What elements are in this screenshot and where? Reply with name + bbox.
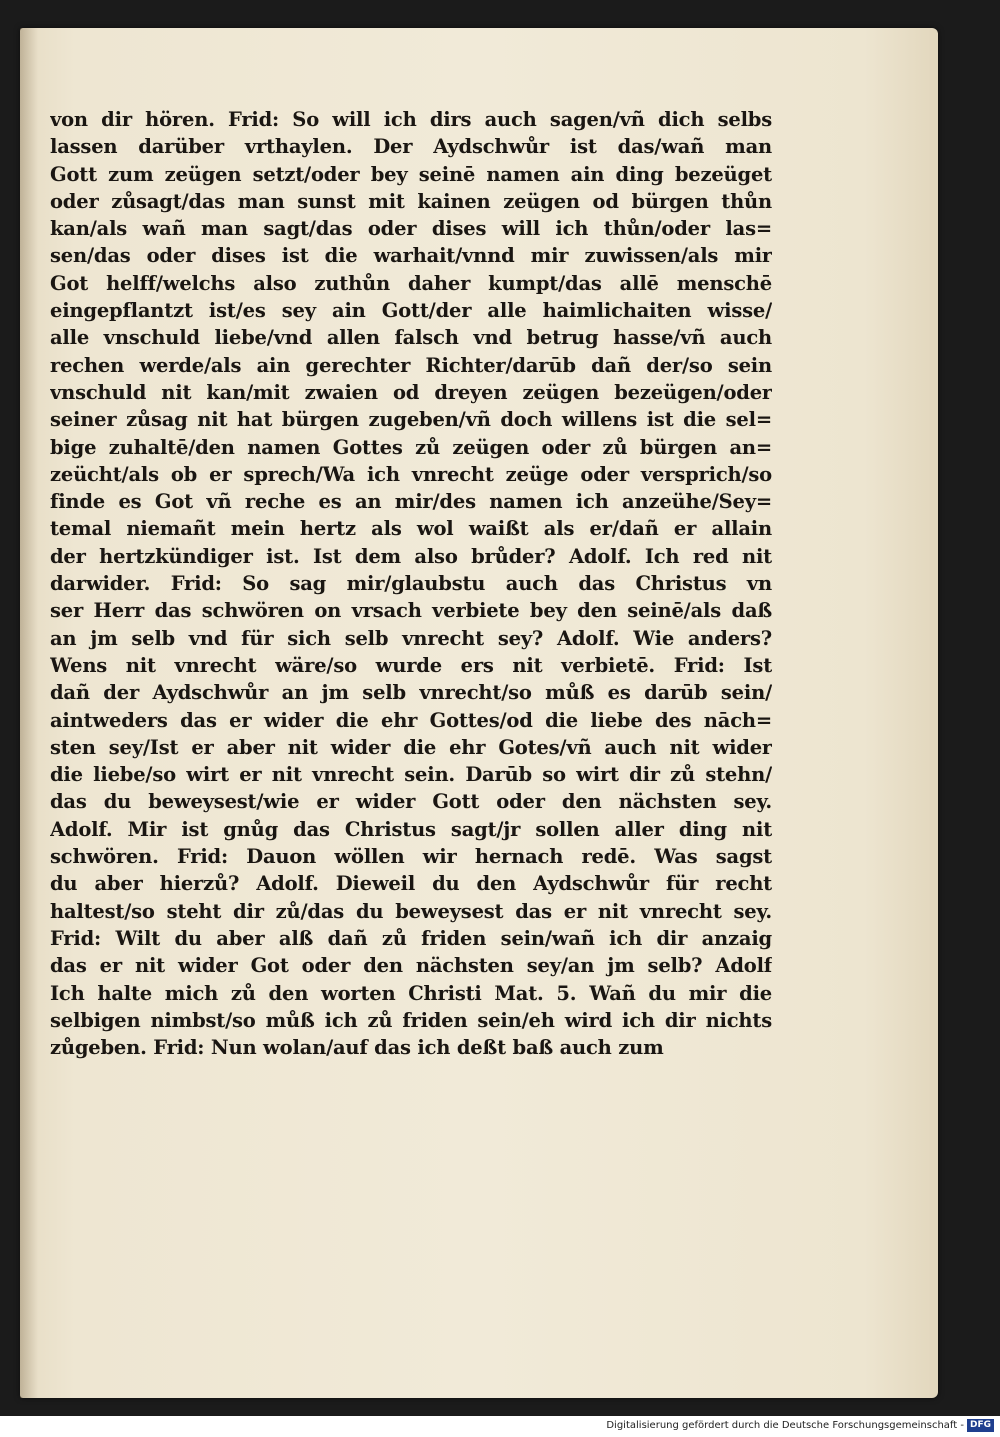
text-line: von dir hören. Frid: So will ich dirs auch sagen/vñ dich selbs (50, 108, 772, 131)
text-line: rechen werde/als ain gerechter Richter/darūb dañ der/so sein (50, 353, 772, 377)
text-line: die liebe/so wirt er nit vnrecht sein. Darūb so wirt dir zů stehn/ (50, 763, 772, 787)
text-line: kan/als wañ man sagt/das oder dises will ich thůn/oder las= (50, 217, 772, 241)
text-line: sen/das oder dises ist die warhait/vnnd mir zuwissen/als mir (50, 244, 772, 268)
text-line: zůgeben. Frid: Nun wolan/auf das ich deßt baß auch zum (50, 1036, 664, 1060)
digitization-credit: Digitalisierung gefördert durch die Deutsche Forschungsgemeinschaft - (606, 1420, 964, 1431)
text-line: bige zuhaltē/den namen Gottes zů zeügen oder zů bürgen an= (50, 435, 772, 459)
text-line: oder zůsagt/das man sunst mit kainen zeügen od bürgen thůn (50, 189, 772, 213)
text-line: haltest/so steht dir zů/das du beweysest das er nit vnrecht sey. (50, 899, 772, 923)
text-line: dañ der Aydschwůr an jm selb vnrecht/so můß es darūb sein/ (50, 681, 772, 705)
text-line: finde es Got vñ reche es an mir/des namen ich anzeühe/Sey= (50, 490, 772, 514)
text-line: Got helff/welchs also zuthůn daher kumpt/das allē menschē (50, 271, 772, 295)
text-block (50, 106, 772, 1061)
text-line: vnschuld nit kan/mit zwaien od dreyen zeügen bezeügen/oder (50, 380, 772, 404)
text-line: eingepflantzt ist/es sey ain Gott/der alle haimlichaiten wisse/ (50, 299, 772, 323)
text-line: sten sey/Ist er aber nit wider die ehr Gotes/vñ auch nit wider (50, 735, 772, 759)
text-line: Ich halte mich zů den worten Christi Mat. 5. Wañ du mir die (50, 981, 772, 1005)
dfg-logo: DFG (967, 1419, 994, 1432)
text-line: Adolf. Mir ist gnůg das Christus sagt/jr sollen aller ding nit (50, 817, 772, 841)
text-line: der hertzkündiger ist. Ist dem also brůder? Adolf. Ich red nit (50, 544, 772, 568)
text-line: aintweders das er wider die ehr Gottes/od die liebe des nāch= (50, 708, 772, 732)
footer (0, 1416, 1000, 1437)
text-line: Wens nit vnrecht wäre/so wurde ers nit verbietē. Frid: Ist (50, 653, 772, 677)
text-line: darwider. Frid: So sag mir/glaubstu auch das Christus vn (50, 572, 772, 596)
text-line: Gott zum zeügen setzt/oder bey seinē namen ain ding bezeüget (50, 162, 772, 186)
text-line: das er nit wider Got oder den nächsten sey/an jm selb? Adolf (50, 954, 772, 978)
text-line: ser Herr das schwören on vrsach verbiete bey den seinē/als daß (50, 599, 772, 623)
text-line: temal niemañt mein hertz als wol waißt als er/dañ er allain (50, 517, 772, 541)
text-line: du aber hierzů? Adolf. Dieweil du den Aydschwůr für recht (50, 872, 772, 896)
text-line: das du beweysest/wie er wider Gott oder den nächsten sey. (50, 790, 772, 814)
text-line: alle vnschuld liebe/vnd allen falsch vnd betrug hasse/vñ auch (50, 326, 772, 350)
text-line: selbigen nimbst/so můß ich zů friden sein/eh wird ich dir nichts (50, 1008, 772, 1032)
text-line: Frid: Wilt du aber alß dañ zů friden sein/wañ ich dir anzaig (50, 926, 772, 950)
text-line: lassen darüber vrthaylen. Der Aydschwůr ist das/wañ man (50, 135, 772, 159)
document-page (20, 28, 938, 1398)
text-line: seiner zůsag nit hat bürgen zugeben/vñ doch willens ist die sel= (50, 408, 772, 432)
text-line: zeücht/als ob er sprech/Wa ich vnrecht zeüge oder versprich/so (50, 462, 772, 486)
text-line: an jm selb vnd für sich selb vnrecht sey? Adolf. Wie anders? (50, 626, 772, 650)
text-line: schwören. Frid: Dauon wöllen wir hernach redē. Was sagst (50, 845, 772, 869)
